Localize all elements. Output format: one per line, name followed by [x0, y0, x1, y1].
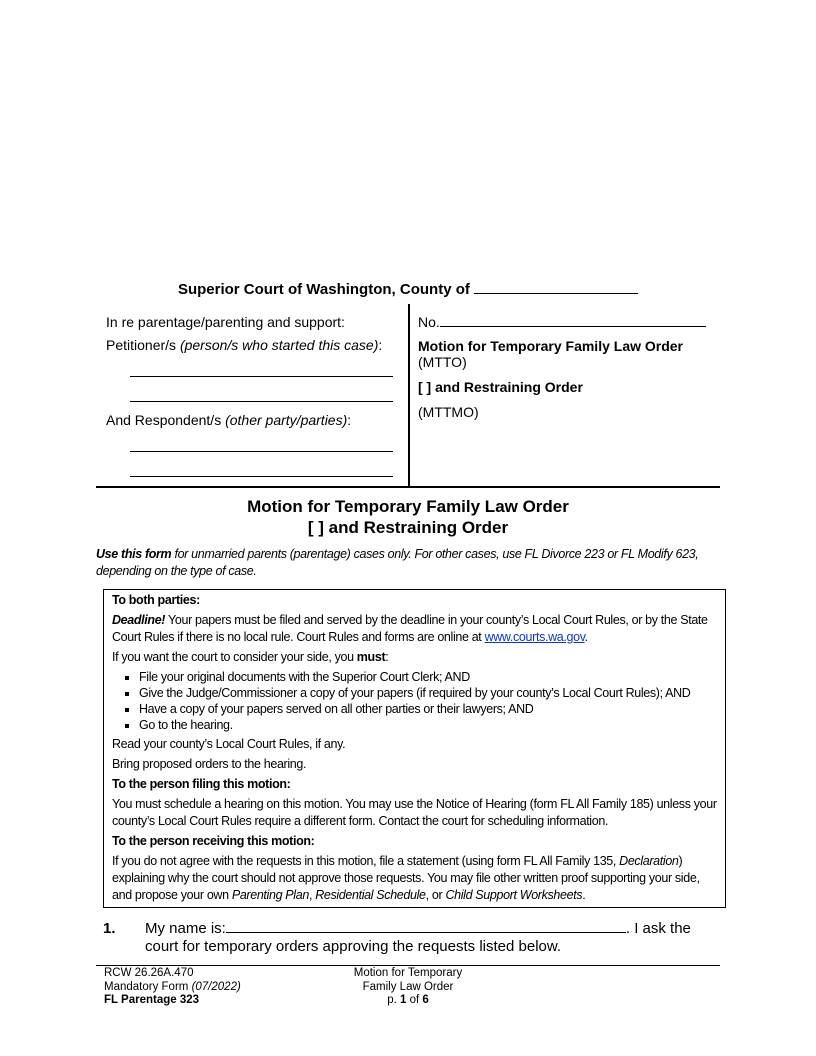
- list-item: ▪ File your original documents with the Superior Court Clerk; AND: [139, 669, 717, 685]
- petitioner-name-field-1[interactable]: [130, 376, 393, 377]
- petitioner-name-field-2[interactable]: [130, 401, 393, 402]
- footer-left: RCW 26.26A.470 Mandatory Form (07/2022) FL Parentage 323: [104, 967, 241, 1006]
- footer-rule: [96, 965, 720, 966]
- in-re-label: In re parentage/parenting and support:: [106, 314, 345, 330]
- county-field[interactable]: [474, 293, 638, 294]
- list-item: ▪ Go to the hearing.: [139, 717, 717, 733]
- footer-center: Motion for Temporary Family Law Order p. 1 of 6: [330, 967, 486, 1008]
- name-field[interactable]: [226, 932, 626, 933]
- petitioner-label: Petitioner/s (person/s who started this case):: [106, 337, 383, 353]
- restraining-code: (MTTMO): [418, 404, 479, 420]
- respondent-label: And Respondent/s (other party/parties):: [106, 412, 352, 428]
- doc-title: Motion for Temporary Family Law Order: [418, 338, 684, 354]
- list-item: ▪ Have a copy of your papers served on all other parties or their lawyers; AND: [139, 701, 717, 717]
- requirements-list: [112, 669, 717, 733]
- form-title: Motion for Temporary Family Law Order: [247, 497, 569, 516]
- caption-bottom-rule: [96, 486, 720, 488]
- court-caption: Superior Court of Washington, County of: [0, 281, 816, 298]
- case-number-field[interactable]: [440, 326, 706, 327]
- restraining-checkbox[interactable]: [ ] and Restraining Order: [418, 379, 583, 395]
- respondent-name-field-2[interactable]: [130, 476, 393, 477]
- doc-code: (MTTO): [418, 354, 467, 370]
- courts-link[interactable]: www.courts.wa.gov: [484, 630, 585, 644]
- item-number: 1.: [103, 920, 116, 937]
- restraining-title-checkbox[interactable]: [ ] and Restraining Order: [307, 518, 509, 537]
- item-1: My name is: . I ask the court for temporary orders approving the requests listed below.: [145, 920, 691, 955]
- respondent-name-field-1[interactable]: [130, 451, 393, 452]
- case-number: No.: [418, 314, 706, 330]
- page-number: p. 1 of 6: [387, 994, 429, 1006]
- notice-box: To both parties: Deadline! Your papers must be filed and served by the deadline in your county’s Local Court Rules, or by the State Court Rules if there is no local rule. Court Rules and forms are online at www.courts.wa.gov. If you want the court to consider your side, you must: ▪ File your original documents with the Superior Court Clerk; AND ▪ Give the Judge/Commissioner a copy of your papers (if required by your county’s Local Court Rules); AND ▪ Have a copy of your papers served on all other parties or their lawyers; AND ▪ Go to the hearing. Read your county’s Local Court Rules, if any. Bring proposed orders to the hearing. To the person filing this motion: You must schedule a hearing on this motion. You may use the Notice of Hearing (form FL All Family 185) unless your county’s Local Court Rules require a different form. Contact the court for scheduling information. To the person receiving this motion: If you do not agree with the requests in this motion, file a statement (using form FL All Family 135, Declaration) explaining why the court should not approve those requests. You may file other written proof supporting your side, and propose your own Parenting Plan, Residential Schedule, or Child Support Worksheets.: [103, 589, 726, 908]
- intro-text: Use this form for unmarried parents (parentage) cases only. For other cases, use FL Divorce 223 or FL Modify 623, depending on the type of case.: [96, 547, 699, 578]
- list-item: ▪ Give the Judge/Commissioner a copy of your papers (if required by your county’s Local Court Rules); AND: [139, 685, 717, 701]
- caption-divider: [408, 304, 410, 486]
